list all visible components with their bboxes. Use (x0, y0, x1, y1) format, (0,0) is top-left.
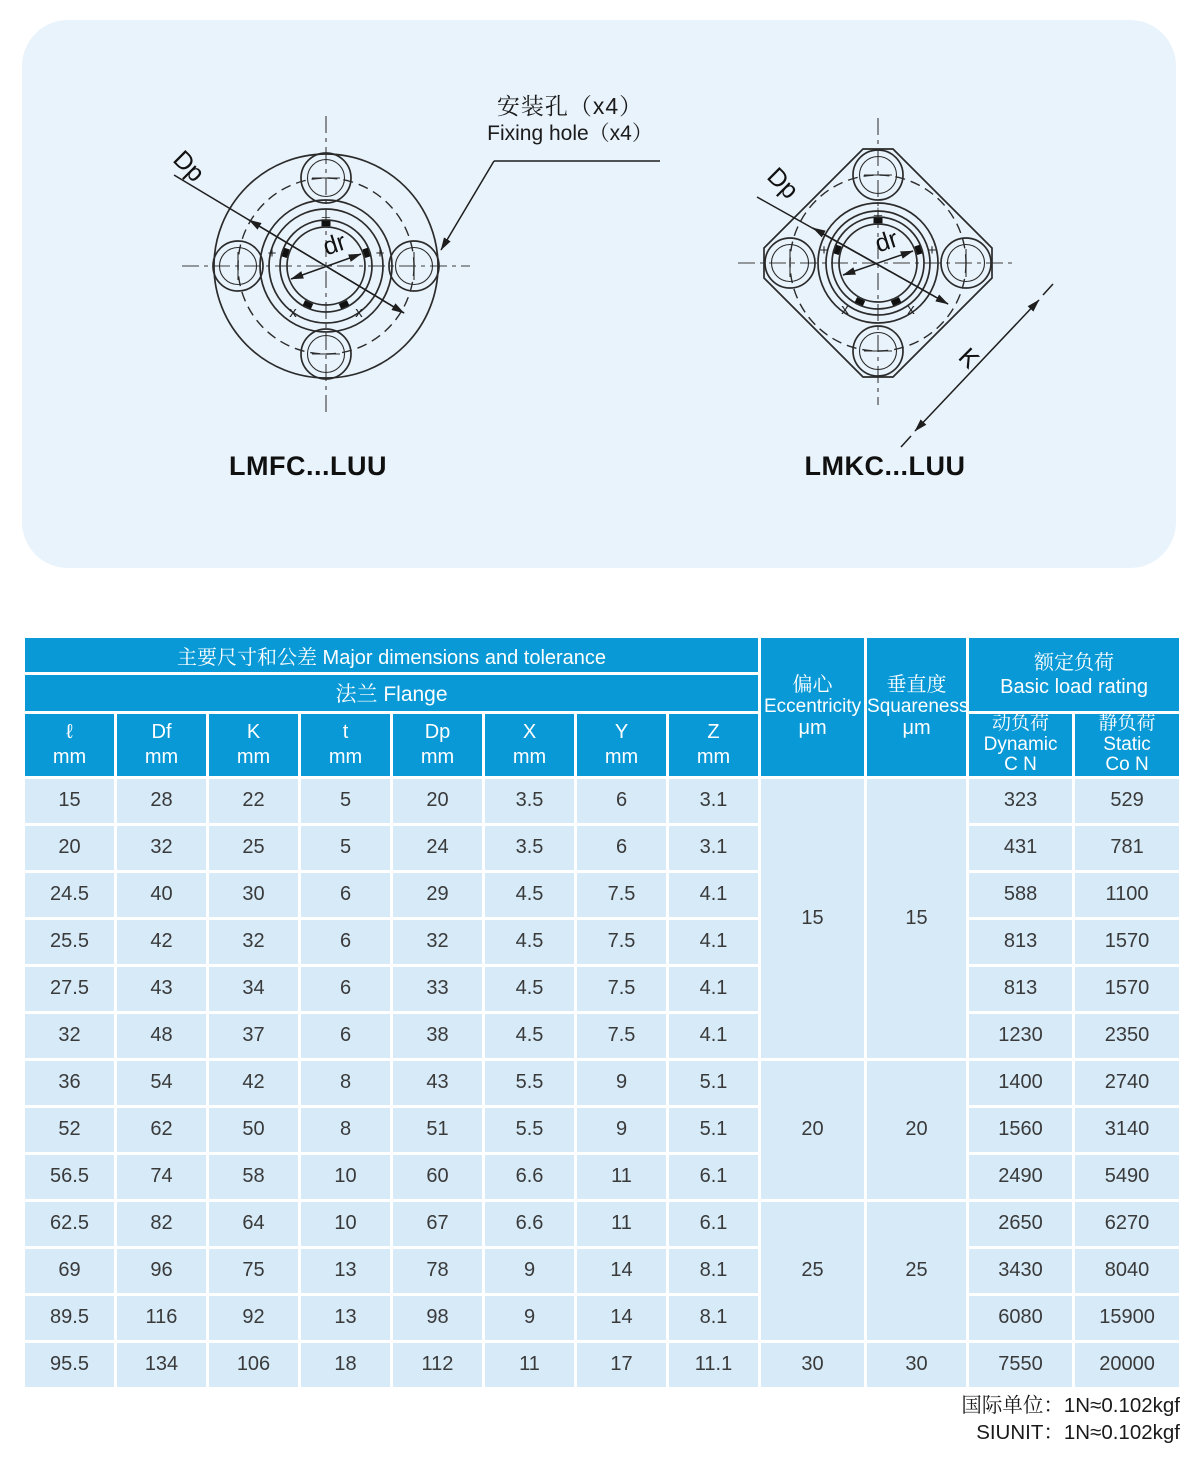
cell-y: 11 (576, 1153, 668, 1200)
annotation-leader (441, 161, 494, 250)
cell-x: 4.5 (484, 965, 576, 1012)
lmfc-drawing (167, 116, 660, 416)
technical-drawings (0, 0, 1200, 580)
cell-y: 9 (576, 1059, 668, 1106)
cell-t: 10 (300, 1153, 392, 1200)
cell-x: 3.5 (484, 824, 576, 871)
col-symbol: Z (707, 720, 720, 743)
cell-z: 11.1 (668, 1341, 760, 1388)
cell-k: 106 (208, 1341, 300, 1388)
col-unit: mm (144, 745, 179, 768)
cell-k: 22 (208, 777, 300, 824)
cell-squareness: 30 (866, 1341, 968, 1388)
col-symbol: Dp (424, 720, 451, 743)
cell-l: 89.5 (24, 1294, 116, 1341)
header-squareness-unit: μm (902, 717, 931, 740)
cell-k: 30 (208, 871, 300, 918)
cell-t: 18 (300, 1341, 392, 1388)
header-col-z (668, 713, 760, 778)
cell-dynamic: 3430 (968, 1247, 1074, 1294)
cell-y: 7.5 (576, 965, 668, 1012)
header-col-l (24, 713, 116, 778)
cell-x: 5.5 (484, 1106, 576, 1153)
col-unit: mm (328, 745, 363, 768)
cell-dp: 51 (392, 1106, 484, 1153)
header-static-load (1074, 713, 1181, 778)
header-load-en: Basic load rating (1000, 675, 1148, 698)
cell-z: 4.1 (668, 965, 760, 1012)
cross-mark: x (355, 304, 363, 321)
header-dynamic-en: Dynamic (983, 733, 1058, 755)
cell-z: 5.1 (668, 1106, 760, 1153)
cell-dynamic: 7550 (968, 1341, 1074, 1388)
cell-eccentricity: 30 (760, 1341, 866, 1388)
cell-dp: 67 (392, 1200, 484, 1247)
table-row (24, 1106, 1181, 1153)
cell-eccentricity: 15 (760, 777, 866, 1059)
plus-mark: + (927, 242, 937, 259)
table-row (24, 871, 1181, 918)
cell-x: 6.6 (484, 1200, 576, 1247)
cell-y: 17 (576, 1341, 668, 1388)
table-row (24, 1012, 1181, 1059)
header-static-en: Static (1103, 733, 1151, 755)
cell-l: 36 (24, 1059, 116, 1106)
cross-mark: x (289, 304, 297, 321)
cell-df: 96 (116, 1247, 208, 1294)
k-dimension-line (915, 300, 1039, 431)
cell-dp: 24 (392, 824, 484, 871)
header-squareness-en: Squareness (867, 696, 969, 718)
header-eccentricity-unit: μm (798, 717, 827, 740)
cell-y: 6 (576, 777, 668, 824)
header-load-cn: 额定负荷 (1034, 651, 1115, 674)
cell-t: 6 (300, 965, 392, 1012)
cell-dynamic: 6080 (968, 1294, 1074, 1341)
cell-k: 32 (208, 918, 300, 965)
cell-l: 95.5 (24, 1341, 116, 1388)
plus-mark: + (819, 242, 829, 259)
cell-x: 4.5 (484, 1012, 576, 1059)
cell-dynamic: 813 (968, 918, 1074, 965)
header-col-y (576, 713, 668, 778)
table-row (24, 1341, 1181, 1388)
cell-k: 64 (208, 1200, 300, 1247)
cell-static: 529 (1074, 777, 1181, 824)
cell-eccentricity: 25 (760, 1200, 866, 1341)
cell-t: 13 (300, 1247, 392, 1294)
header-major-dimensions: 主要尺寸和公差 Major dimensions and tolerance (24, 637, 760, 674)
cell-dynamic: 1230 (968, 1012, 1074, 1059)
cell-z: 6.1 (668, 1200, 760, 1247)
cell-dynamic: 813 (968, 965, 1074, 1012)
table-row (24, 965, 1181, 1012)
cell-y: 14 (576, 1247, 668, 1294)
header-static-unit: Co N (1105, 754, 1149, 776)
perpendicular-mark: ⊥ (872, 205, 884, 219)
table-row (24, 1247, 1181, 1294)
dp-label: Dp (761, 162, 804, 205)
cell-k: 50 (208, 1106, 300, 1153)
cell-t: 13 (300, 1294, 392, 1341)
k-extension (901, 436, 911, 447)
cell-l: 32 (24, 1012, 116, 1059)
dr-label: dr (319, 227, 350, 262)
cell-z: 3.1 (668, 824, 760, 871)
cell-dp: 112 (392, 1341, 484, 1388)
cell-t: 8 (300, 1106, 392, 1153)
cell-static: 6270 (1074, 1200, 1181, 1247)
cell-l: 20 (24, 824, 116, 871)
header-eccentricity (760, 637, 866, 778)
label-lmfc: LMFC...LUU (229, 451, 387, 481)
cell-dynamic: 1400 (968, 1059, 1074, 1106)
fixing-hole-annotation (440, 92, 700, 148)
cell-l: 24.5 (24, 871, 116, 918)
cell-t: 5 (300, 824, 392, 871)
header-squareness-cn: 垂直度 (886, 673, 947, 696)
cell-l: 25.5 (24, 918, 116, 965)
cell-z: 4.1 (668, 1012, 760, 1059)
cell-dp: 33 (392, 965, 484, 1012)
cell-x: 6.6 (484, 1153, 576, 1200)
col-unit: mm (604, 745, 639, 768)
cell-l: 15 (24, 777, 116, 824)
cell-x: 5.5 (484, 1059, 576, 1106)
cell-dp: 32 (392, 918, 484, 965)
col-symbol: ℓ (66, 720, 73, 743)
table-row (24, 918, 1181, 965)
table-row (24, 1059, 1181, 1106)
header-col-t (300, 713, 392, 778)
cell-df: 40 (116, 871, 208, 918)
cell-t: 6 (300, 1012, 392, 1059)
unit-conversion-note (961, 1392, 1180, 1446)
col-unit: mm (512, 745, 547, 768)
cell-t: 5 (300, 777, 392, 824)
cell-df: 62 (116, 1106, 208, 1153)
cell-k: 58 (208, 1153, 300, 1200)
cell-k: 42 (208, 1059, 300, 1106)
header-dynamic-cn: 动负荷 (992, 713, 1050, 734)
dimension-table (22, 635, 1182, 1390)
cell-y: 7.5 (576, 918, 668, 965)
col-symbol: t (342, 720, 349, 743)
cell-df: 42 (116, 918, 208, 965)
cell-static: 2740 (1074, 1059, 1181, 1106)
unit-note-cn: 国际单位：1N≈0.102kgf (961, 1394, 1180, 1417)
col-unit: mm (236, 745, 271, 768)
cell-z: 4.1 (668, 871, 760, 918)
cell-y: 9 (576, 1106, 668, 1153)
perpendicular-mark: ⊥ (320, 207, 332, 221)
cell-static: 2350 (1074, 1012, 1181, 1059)
cross-mark: x (841, 301, 849, 318)
cell-df: 116 (116, 1294, 208, 1341)
cell-l: 52 (24, 1106, 116, 1153)
dp-label: Dp (167, 145, 210, 188)
cell-dp: 20 (392, 777, 484, 824)
cell-k: 37 (208, 1012, 300, 1059)
cell-z: 6.1 (668, 1153, 760, 1200)
cell-z: 3.1 (668, 777, 760, 824)
cross-mark: x (907, 301, 915, 318)
header-static-cn: 静负荷 (1098, 713, 1156, 734)
cell-l: 62.5 (24, 1200, 116, 1247)
cell-x: 9 (484, 1294, 576, 1341)
cell-y: 7.5 (576, 1012, 668, 1059)
cell-x: 9 (484, 1247, 576, 1294)
header-col-df (116, 713, 208, 778)
cell-df: 48 (116, 1012, 208, 1059)
cell-x: 11 (484, 1341, 576, 1388)
col-symbol: Df (151, 720, 172, 743)
cell-dynamic: 1560 (968, 1106, 1074, 1153)
cell-dp: 78 (392, 1247, 484, 1294)
cell-df: 43 (116, 965, 208, 1012)
cell-df: 28 (116, 777, 208, 824)
header-eccentricity-cn: 偏心 (792, 673, 833, 696)
header-col-x (484, 713, 576, 778)
cell-dp: 60 (392, 1153, 484, 1200)
cell-dp: 29 (392, 871, 484, 918)
k-label: K (952, 342, 985, 375)
table-row (24, 1200, 1181, 1247)
cell-df: 74 (116, 1153, 208, 1200)
header-col-dp (392, 713, 484, 778)
table-row (24, 824, 1181, 871)
col-symbol: K (246, 720, 261, 743)
cell-dynamic: 2490 (968, 1153, 1074, 1200)
plus-mark: + (267, 245, 277, 262)
cell-dynamic: 323 (968, 777, 1074, 824)
table-body (24, 777, 1181, 1388)
cell-z: 8.1 (668, 1247, 760, 1294)
col-symbol: X (522, 720, 537, 743)
header-dynamic-unit: C N (1004, 754, 1037, 776)
cell-y: 14 (576, 1294, 668, 1341)
cell-eccentricity: 20 (760, 1059, 866, 1200)
header-col-k (208, 713, 300, 778)
cell-k: 25 (208, 824, 300, 871)
cell-squareness: 25 (866, 1200, 968, 1341)
header-dynamic-load (968, 713, 1074, 778)
cell-dp: 43 (392, 1059, 484, 1106)
cell-static: 15900 (1074, 1294, 1181, 1341)
cell-dynamic: 2650 (968, 1200, 1074, 1247)
cell-static: 3140 (1074, 1106, 1181, 1153)
col-unit: mm (52, 745, 87, 768)
col-symbol: Y (614, 720, 629, 743)
annotation-text-cn: 安装孔（x4） (496, 93, 644, 119)
col-unit: mm (420, 745, 455, 768)
cell-squareness: 15 (866, 777, 968, 1059)
table-row (24, 777, 1181, 824)
cell-squareness: 20 (866, 1059, 968, 1200)
cell-dynamic: 588 (968, 871, 1074, 918)
k-extension (1043, 284, 1053, 295)
cell-t: 8 (300, 1059, 392, 1106)
dr-label: dr (871, 224, 902, 259)
cell-static: 8040 (1074, 1247, 1181, 1294)
cell-df: 32 (116, 824, 208, 871)
cell-y: 7.5 (576, 871, 668, 918)
cell-k: 92 (208, 1294, 300, 1341)
table-row (24, 1153, 1181, 1200)
cell-static: 1570 (1074, 918, 1181, 965)
label-lmkc: LMKC...LUU (804, 451, 966, 481)
cell-x: 3.5 (484, 777, 576, 824)
cell-l: 56.5 (24, 1153, 116, 1200)
cell-l: 69 (24, 1247, 116, 1294)
header-eccentricity-en: Eccentricity (763, 696, 862, 718)
cell-z: 8.1 (668, 1294, 760, 1341)
cell-static: 781 (1074, 824, 1181, 871)
annotation-text-en: Fixing hole（x4） (487, 122, 653, 146)
cell-df: 134 (116, 1341, 208, 1388)
cell-t: 6 (300, 871, 392, 918)
cell-x: 4.5 (484, 918, 576, 965)
cell-dynamic: 431 (968, 824, 1074, 871)
header-squareness (866, 637, 968, 778)
cell-static: 1100 (1074, 871, 1181, 918)
cell-y: 11 (576, 1200, 668, 1247)
table-header (24, 637, 1181, 778)
lmkc-drawing (738, 118, 1053, 447)
col-unit: mm (696, 745, 731, 768)
cell-static: 1570 (1074, 965, 1181, 1012)
cell-df: 54 (116, 1059, 208, 1106)
cell-k: 75 (208, 1247, 300, 1294)
cell-static: 5490 (1074, 1153, 1181, 1200)
cell-dp: 98 (392, 1294, 484, 1341)
cell-static: 20000 (1074, 1341, 1181, 1388)
cell-x: 4.5 (484, 871, 576, 918)
header-flange: 法兰 Flange (24, 674, 760, 713)
cell-z: 5.1 (668, 1059, 760, 1106)
cell-l: 27.5 (24, 965, 116, 1012)
cell-t: 6 (300, 918, 392, 965)
cell-dp: 38 (392, 1012, 484, 1059)
header-basic-load-rating (968, 637, 1181, 713)
seal-mark (322, 221, 331, 227)
cell-k: 34 (208, 965, 300, 1012)
cell-y: 6 (576, 824, 668, 871)
unit-note-en: SIUNIT：1N≈0.102kgf (976, 1421, 1180, 1445)
cell-z: 4.1 (668, 918, 760, 965)
table-row (24, 1294, 1181, 1341)
plus-mark: + (375, 245, 385, 262)
cell-df: 82 (116, 1200, 208, 1247)
cell-t: 10 (300, 1200, 392, 1247)
